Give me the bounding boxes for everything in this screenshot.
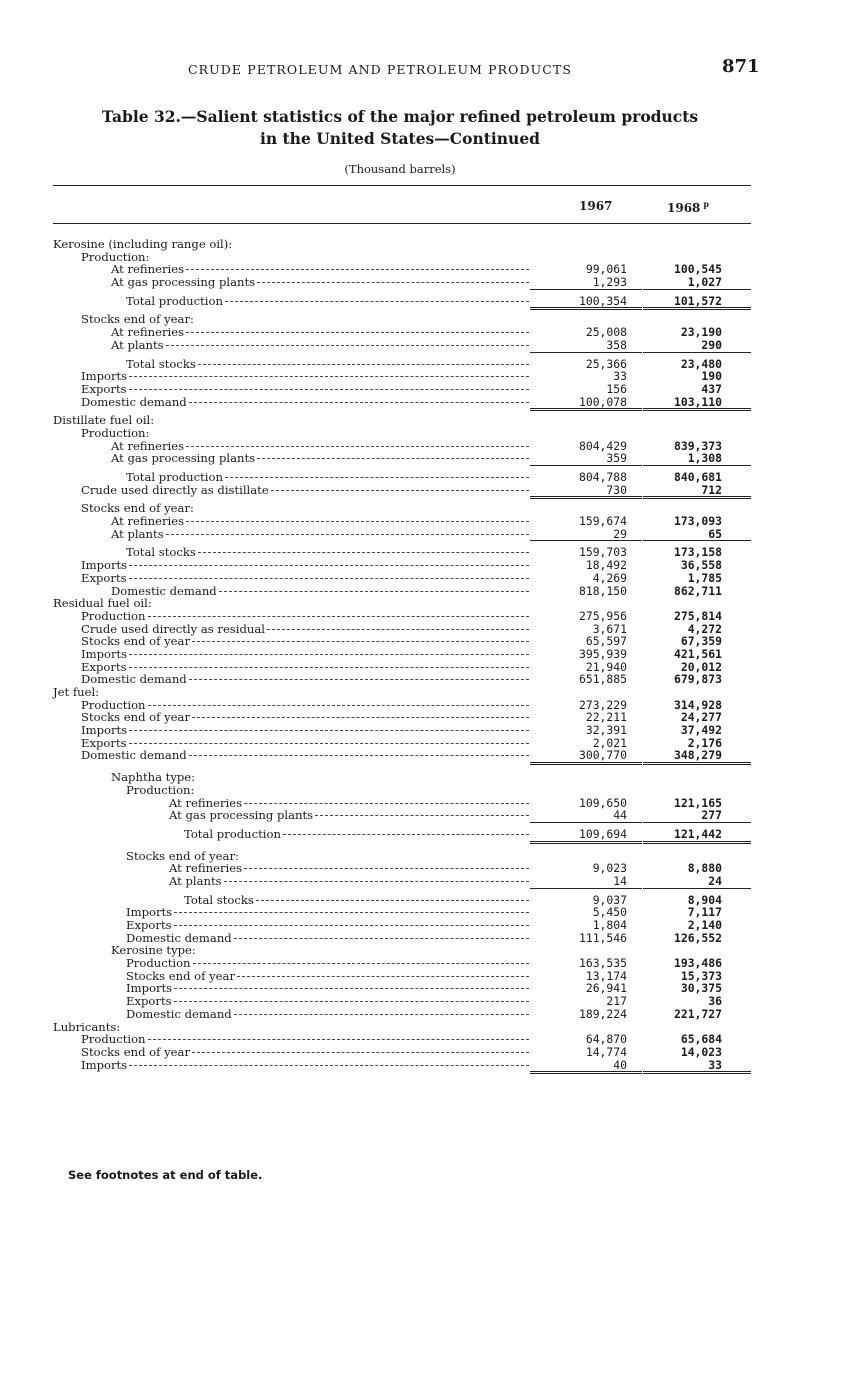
value-1968: 36,558 bbox=[680, 558, 722, 573]
row-label-text: Total stocks bbox=[126, 545, 196, 560]
row-label bbox=[126, 982, 529, 995]
row-label-text: Stocks end of year: bbox=[126, 848, 239, 863]
value-1968: 36 bbox=[708, 994, 722, 1009]
value-1968: 190 bbox=[701, 369, 722, 384]
rule-1968 bbox=[643, 822, 751, 823]
row-label bbox=[111, 326, 529, 339]
value-1968: 839,373 bbox=[673, 438, 722, 453]
value-1968: 8,904 bbox=[687, 892, 722, 907]
table-row bbox=[0, 711, 864, 724]
value-1967: 13,174 bbox=[585, 968, 627, 983]
table-row bbox=[0, 452, 864, 465]
rule-1967 bbox=[530, 496, 642, 499]
double-rule bbox=[0, 1071, 864, 1077]
value-1968: 679,873 bbox=[673, 672, 722, 687]
row-label-text: Domestic demand bbox=[126, 930, 232, 945]
value-1968: 24 bbox=[708, 873, 722, 888]
value-1967: 651,885 bbox=[578, 672, 627, 687]
row-label-text: At refineries bbox=[169, 861, 243, 876]
row-label-text: Total production bbox=[184, 826, 281, 841]
value-1968: 437 bbox=[701, 381, 722, 396]
row-label bbox=[126, 784, 194, 797]
value-1967: 273,229 bbox=[578, 697, 627, 712]
table-top-rule bbox=[53, 185, 751, 186]
rule-1967 bbox=[530, 841, 642, 844]
row-label bbox=[126, 471, 529, 484]
table-row bbox=[0, 1008, 864, 1021]
table-row bbox=[0, 648, 864, 661]
table-row bbox=[0, 850, 864, 863]
table-row bbox=[0, 559, 864, 572]
row-label-text: Crude used directly as distillate bbox=[81, 482, 269, 497]
value-1967: 9,023 bbox=[592, 861, 627, 876]
row-label bbox=[81, 1059, 529, 1072]
row-label-text: Stocks end of year bbox=[81, 1044, 190, 1059]
rule-1968 bbox=[643, 307, 751, 310]
value-1967: 159,703 bbox=[578, 545, 627, 560]
value-1968: 1,785 bbox=[687, 570, 722, 585]
table-row bbox=[0, 238, 864, 251]
value-1967: 32,391 bbox=[585, 723, 627, 738]
header-bottom-rule bbox=[53, 223, 751, 224]
row-label-text: At refineries bbox=[169, 795, 243, 810]
row-label-text: Stocks end of year: bbox=[81, 501, 194, 516]
row-label-text: Production bbox=[81, 697, 146, 712]
rule-1968 bbox=[643, 540, 751, 541]
table-row bbox=[0, 749, 864, 762]
row-label-text: Production bbox=[81, 608, 146, 623]
value-1967: 99,061 bbox=[585, 262, 627, 277]
table-row bbox=[0, 610, 864, 623]
value-1967: 2,021 bbox=[592, 735, 627, 750]
value-1967: 163,535 bbox=[578, 956, 627, 971]
row-label-text: Stocks end of year bbox=[81, 710, 190, 725]
value-1968: 30,375 bbox=[680, 981, 722, 996]
row-label bbox=[81, 559, 529, 572]
row-label-text: Lubricants: bbox=[53, 1019, 121, 1034]
value-1967: 159,674 bbox=[578, 514, 627, 529]
table-row bbox=[0, 597, 864, 610]
rule-1967 bbox=[530, 822, 642, 823]
value-1967: 395,939 bbox=[578, 646, 627, 661]
row-label-text: Total stocks bbox=[184, 892, 254, 907]
rule-1967 bbox=[530, 1071, 642, 1074]
value-1968: 1,308 bbox=[687, 451, 722, 466]
value-1968: 173,158 bbox=[673, 545, 722, 560]
row-label bbox=[126, 1008, 529, 1021]
row-label-text: At plants bbox=[169, 873, 222, 888]
row-label bbox=[169, 862, 529, 875]
value-1967: 18,492 bbox=[585, 558, 627, 573]
table-row bbox=[0, 919, 864, 932]
preliminary-note-mark: p bbox=[703, 199, 709, 209]
row-label-text: Crude used directly as residual bbox=[81, 621, 265, 636]
table-row bbox=[0, 875, 864, 888]
value-1967: 40 bbox=[613, 1057, 627, 1072]
value-1968: 277 bbox=[701, 808, 722, 823]
value-1968: 101,572 bbox=[673, 293, 722, 308]
row-label bbox=[81, 648, 529, 661]
table-row bbox=[0, 1046, 864, 1059]
row-label-text: Domestic demand bbox=[81, 394, 187, 409]
rule-1968 bbox=[643, 289, 751, 290]
value-1967: 300,770 bbox=[578, 748, 627, 763]
row-label-text: Stocks end of year: bbox=[81, 312, 194, 327]
row-label-text: Kerosine (including range oil): bbox=[53, 237, 233, 251]
value-1968: 2,176 bbox=[687, 735, 722, 750]
row-label-text: Stocks end of year bbox=[126, 968, 235, 983]
row-label-text: Exports bbox=[81, 659, 127, 674]
row-label-text: At plants bbox=[111, 337, 164, 352]
value-1968: 348,279 bbox=[673, 748, 722, 763]
table-row bbox=[0, 528, 864, 541]
rule-1967 bbox=[530, 352, 642, 353]
value-1967: 818,150 bbox=[578, 583, 627, 598]
row-label-text: Total production bbox=[126, 470, 223, 484]
rule-1967 bbox=[530, 888, 642, 889]
column-header-1968 bbox=[667, 199, 709, 215]
row-label bbox=[81, 610, 529, 623]
row-label-text: At gas processing plants bbox=[169, 808, 314, 823]
row-label bbox=[81, 572, 529, 585]
row-label bbox=[126, 546, 529, 559]
value-1968: 24,277 bbox=[680, 710, 722, 725]
value-1968: 221,727 bbox=[673, 1006, 722, 1021]
value-1968: 421,561 bbox=[673, 646, 722, 661]
row-label bbox=[81, 370, 529, 383]
table-row bbox=[0, 427, 864, 440]
row-label-text: At plants bbox=[111, 526, 164, 541]
table-row bbox=[0, 546, 864, 559]
row-label bbox=[111, 771, 195, 784]
value-1967: 189,224 bbox=[578, 1006, 627, 1021]
column-header-1967: 1967 bbox=[579, 199, 613, 213]
row-label bbox=[184, 828, 529, 841]
value-1967: 3,671 bbox=[592, 621, 627, 636]
row-label bbox=[53, 686, 99, 699]
value-1967: 33 bbox=[613, 369, 627, 384]
row-label bbox=[81, 749, 529, 762]
table-row bbox=[0, 370, 864, 383]
value-1968: 14,023 bbox=[680, 1044, 722, 1059]
footnote: See footnotes at end of table. bbox=[68, 1168, 263, 1182]
row-label bbox=[81, 396, 529, 409]
value-1967: 44 bbox=[613, 808, 627, 823]
value-1967: 29 bbox=[613, 526, 627, 541]
rule-1967 bbox=[530, 307, 642, 310]
value-1968: 20,012 bbox=[680, 659, 722, 674]
value-1968: 290 bbox=[701, 337, 722, 352]
row-label-text: Imports bbox=[126, 981, 173, 996]
value-1967: 26,941 bbox=[585, 981, 627, 996]
value-1967: 730 bbox=[606, 482, 627, 497]
value-1967: 111,546 bbox=[578, 930, 627, 945]
row-label-text: Total production bbox=[126, 293, 223, 308]
value-1967: 4,269 bbox=[592, 570, 627, 585]
row-label-text: At gas processing plants bbox=[111, 275, 256, 290]
value-1968: 121,165 bbox=[673, 795, 722, 810]
value-1967: 22,211 bbox=[585, 710, 627, 725]
statistics-table bbox=[0, 238, 864, 1077]
row-label-text: Domestic demand bbox=[111, 583, 217, 598]
row-label-text: Residual fuel oil: bbox=[53, 596, 152, 611]
value-1967: 109,650 bbox=[578, 795, 627, 810]
row-label bbox=[126, 995, 529, 1008]
row-label bbox=[111, 276, 529, 289]
running-head: CRUDE PETROLEUM AND PETROLEUM PRODUCTS bbox=[188, 62, 573, 77]
table-row bbox=[0, 572, 864, 585]
value-1967: 1,293 bbox=[592, 275, 627, 290]
row-label-text: At refineries bbox=[111, 514, 185, 529]
row-label-text: Exports bbox=[81, 570, 127, 585]
table-row bbox=[0, 295, 864, 308]
row-label bbox=[81, 635, 529, 648]
value-1967: 65,597 bbox=[585, 634, 627, 649]
value-1967: 217 bbox=[606, 994, 627, 1009]
value-1967: 359 bbox=[606, 451, 627, 466]
row-label-text: Distillate fuel oil: bbox=[53, 413, 155, 428]
row-label bbox=[126, 919, 529, 932]
value-1968: 1,027 bbox=[687, 275, 722, 290]
table-row bbox=[0, 471, 864, 484]
table-row bbox=[0, 828, 864, 841]
value-1968: 712 bbox=[701, 482, 722, 497]
value-1968: 67,359 bbox=[680, 634, 722, 649]
row-label-text: Exports bbox=[81, 381, 127, 396]
row-label-text: Domestic demand bbox=[126, 1006, 232, 1021]
value-1967: 804,788 bbox=[578, 470, 627, 484]
row-label bbox=[81, 711, 529, 724]
value-1967: 9,037 bbox=[592, 892, 627, 907]
value-1967: 21,940 bbox=[585, 659, 627, 674]
value-1968: 23,190 bbox=[680, 325, 722, 340]
table-title-line-2: in the United States—Continued bbox=[259, 129, 541, 148]
row-label-text: Production bbox=[81, 1032, 146, 1047]
value-1967: 109,694 bbox=[578, 826, 627, 841]
value-1968: 862,711 bbox=[673, 583, 722, 598]
row-label bbox=[81, 724, 529, 737]
value-1968: 275,814 bbox=[673, 608, 722, 623]
row-label-text: Imports bbox=[81, 558, 128, 573]
value-1968: 2,140 bbox=[687, 918, 722, 932]
row-label bbox=[81, 673, 529, 686]
value-1968: 173,093 bbox=[673, 514, 722, 529]
rule-1968 bbox=[643, 352, 751, 353]
row-label bbox=[126, 358, 529, 371]
table-row bbox=[0, 1059, 864, 1072]
table-row bbox=[0, 396, 864, 409]
page-number: 871 bbox=[722, 56, 760, 77]
rule-1968 bbox=[643, 841, 751, 844]
value-1968: 103,110 bbox=[673, 394, 722, 409]
row-label-text: Domestic demand bbox=[81, 748, 187, 763]
row-label bbox=[169, 809, 529, 822]
row-label-text: Imports bbox=[81, 369, 128, 384]
row-label bbox=[53, 238, 232, 251]
value-1967: 5,450 bbox=[592, 905, 627, 920]
table-row bbox=[0, 1033, 864, 1046]
row-label bbox=[111, 528, 529, 541]
value-1968: 23,480 bbox=[680, 356, 722, 371]
rule-1967 bbox=[530, 762, 642, 765]
row-label-text: Imports bbox=[81, 646, 128, 661]
value-1968: 15,373 bbox=[680, 968, 722, 983]
row-label-text: Kerosine type: bbox=[111, 943, 196, 958]
table-row bbox=[0, 515, 864, 528]
rule-1968 bbox=[643, 762, 751, 765]
row-label bbox=[81, 1046, 529, 1059]
value-1968: 65 bbox=[708, 526, 722, 541]
row-label bbox=[126, 295, 529, 308]
row-label bbox=[111, 339, 529, 352]
rule-1968 bbox=[643, 496, 751, 499]
table-title bbox=[0, 106, 800, 150]
table-row bbox=[0, 797, 864, 810]
row-label-text: Stocks end of year bbox=[81, 634, 190, 649]
value-1968: 193,486 bbox=[673, 956, 722, 971]
row-label-text: Domestic demand bbox=[81, 672, 187, 687]
table-row bbox=[0, 276, 864, 289]
value-1967: 14,774 bbox=[585, 1044, 627, 1059]
row-label-text: Naphtha type: bbox=[111, 770, 196, 785]
row-label-text: Imports bbox=[126, 905, 173, 920]
row-label-text: Imports bbox=[81, 723, 128, 738]
row-label-text: Jet fuel: bbox=[53, 685, 100, 699]
table-row bbox=[0, 957, 864, 970]
value-1967: 100,354 bbox=[578, 293, 627, 308]
value-1968: 4,272 bbox=[687, 621, 722, 636]
row-label bbox=[111, 515, 529, 528]
table-row bbox=[0, 358, 864, 371]
table-row bbox=[0, 383, 864, 396]
value-1968: 126,552 bbox=[673, 930, 722, 945]
rule-1968 bbox=[643, 888, 751, 889]
row-label-text: Production: bbox=[126, 782, 195, 797]
row-label-text: Total stocks bbox=[126, 356, 196, 371]
table-units: (Thousand barrels) bbox=[344, 162, 456, 176]
value-1967: 804,429 bbox=[578, 438, 627, 453]
value-1968: 65,684 bbox=[680, 1032, 722, 1047]
table-row bbox=[0, 809, 864, 822]
row-label-text: Exports bbox=[126, 994, 172, 1009]
row-label-text: Production: bbox=[81, 249, 150, 264]
value-1967: 156 bbox=[606, 381, 627, 396]
value-1968: 7,117 bbox=[687, 905, 722, 920]
value-1967: 275,956 bbox=[578, 608, 627, 623]
value-1968: 314,928 bbox=[673, 697, 722, 712]
value-1968: 100,545 bbox=[673, 262, 722, 277]
row-label-text: Production: bbox=[81, 425, 150, 440]
rule-1967 bbox=[530, 289, 642, 290]
row-label bbox=[126, 970, 529, 983]
row-label-text: Imports bbox=[81, 1057, 128, 1072]
row-label-text: At gas processing plants bbox=[111, 451, 256, 466]
rule-1967 bbox=[530, 465, 642, 466]
row-label-text: At refineries bbox=[111, 325, 185, 340]
row-label bbox=[126, 906, 529, 919]
value-1967: 64,870 bbox=[585, 1032, 627, 1047]
row-label bbox=[81, 383, 529, 396]
row-label bbox=[81, 1033, 529, 1046]
table-row bbox=[0, 686, 864, 699]
value-1967: 14 bbox=[613, 873, 627, 888]
row-label bbox=[126, 957, 529, 970]
value-1968: 8,880 bbox=[687, 861, 722, 876]
table-row bbox=[0, 484, 864, 497]
table-row bbox=[0, 673, 864, 686]
row-label-text: Production bbox=[126, 956, 191, 971]
table-row bbox=[0, 635, 864, 648]
value-1967: 358 bbox=[606, 337, 627, 352]
row-label-text: Exports bbox=[81, 735, 127, 750]
row-label bbox=[184, 894, 529, 907]
rule-1968 bbox=[643, 408, 751, 411]
table-row bbox=[0, 724, 864, 737]
rule-1967 bbox=[530, 408, 642, 411]
table-row bbox=[0, 339, 864, 352]
value-1967: 25,366 bbox=[585, 356, 627, 371]
row-label-text: Exports bbox=[126, 918, 172, 932]
value-1967: 1,804 bbox=[592, 918, 627, 932]
row-label bbox=[111, 452, 529, 465]
value-1968: 37,492 bbox=[680, 723, 722, 738]
rule-1967 bbox=[530, 540, 642, 541]
row-label bbox=[169, 875, 529, 888]
table-row bbox=[0, 995, 864, 1008]
value-1968: 840,681 bbox=[673, 470, 722, 484]
row-label-text: At refineries bbox=[111, 438, 185, 453]
row-label bbox=[81, 484, 529, 497]
value-1968: 121,442 bbox=[673, 826, 722, 841]
table-title-line-1: Table 32.—Salient statistics of the major refined petroleum products bbox=[101, 107, 699, 126]
value-1967: 25,008 bbox=[585, 325, 627, 340]
table-row bbox=[0, 862, 864, 875]
table-row bbox=[0, 771, 864, 784]
table-row bbox=[0, 784, 864, 797]
value-1967: 100,078 bbox=[578, 394, 627, 409]
table-row bbox=[0, 326, 864, 339]
row-label-text: At refineries bbox=[111, 262, 185, 277]
row-label bbox=[111, 585, 529, 598]
column-header-1968-year: 1968 bbox=[667, 201, 701, 215]
row-label bbox=[53, 597, 152, 610]
row-label bbox=[81, 427, 149, 440]
value-1968: 33 bbox=[708, 1057, 722, 1072]
rule-1968 bbox=[643, 1071, 751, 1074]
rule-1968 bbox=[643, 465, 751, 466]
